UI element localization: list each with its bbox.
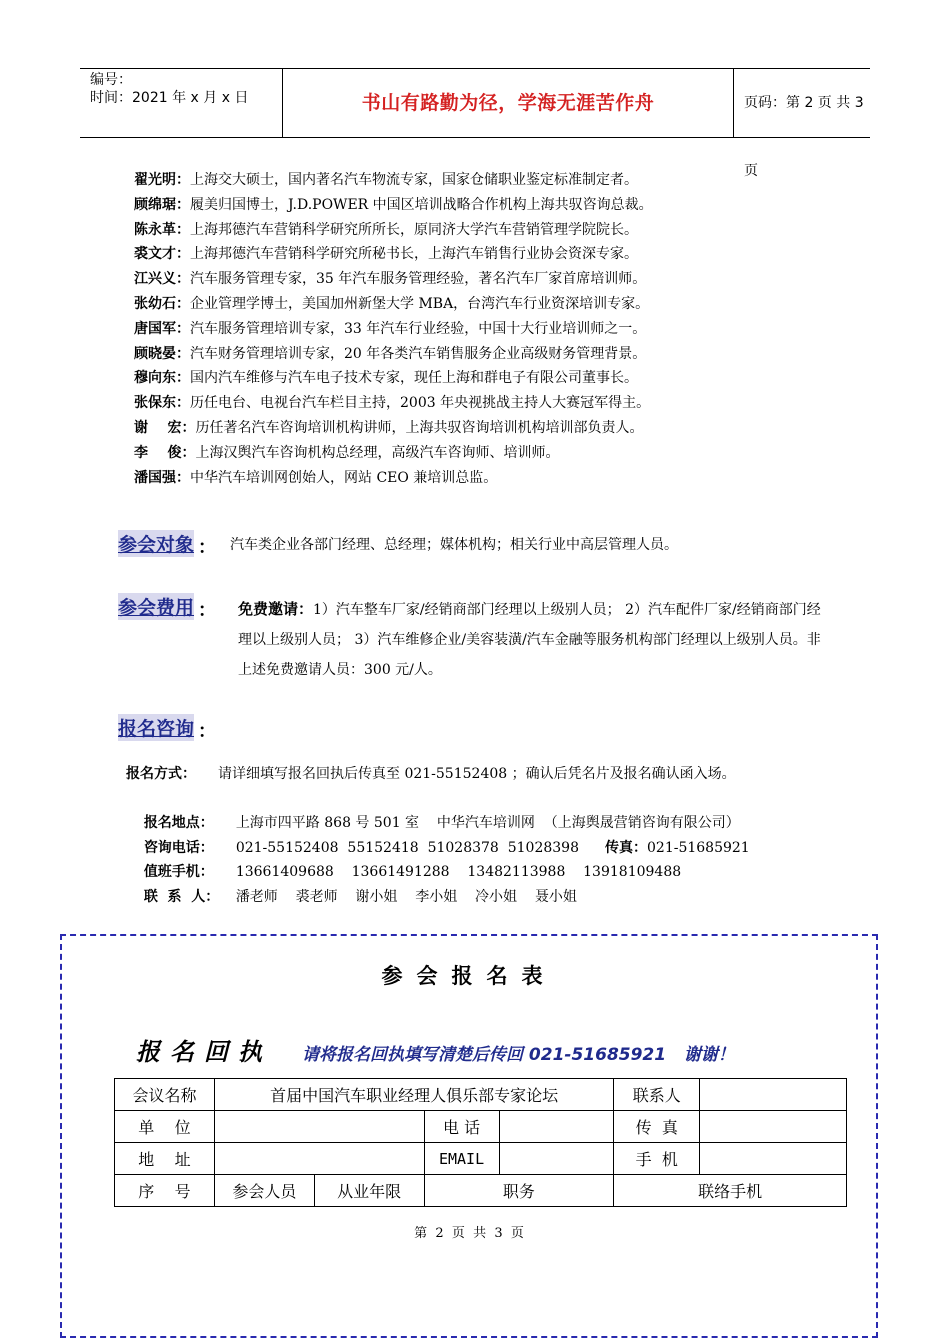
reg-place-label: 报名地点： xyxy=(143,815,214,832)
expert-row xyxy=(134,193,834,218)
registration-info xyxy=(126,762,826,905)
audience-title: 参会对象 xyxy=(118,530,194,557)
expert-row xyxy=(134,342,834,367)
unit-label: 单 位 xyxy=(115,1111,215,1143)
address-label: 地 址 xyxy=(115,1143,215,1175)
seq-header: 序 号 xyxy=(115,1175,215,1207)
page-header xyxy=(80,68,870,179)
reg-mobile-label: 值班手机： xyxy=(143,864,214,881)
expert-row xyxy=(134,441,834,466)
consult-colon: ： xyxy=(198,721,216,742)
meeting-name-label: 会议名称 xyxy=(115,1079,215,1111)
registration-form xyxy=(60,934,878,1338)
reg-phones: 021-55152408 55152418 51028378 51028398 xyxy=(235,839,579,856)
expert-name: 潘国强： xyxy=(134,469,190,486)
expert-desc: 汽车服务管理培训专家，33 年汽车行业经验，中国十大行业培训师之一。 xyxy=(190,320,647,337)
expert-row xyxy=(134,391,834,416)
expert-desc: 中华汽车培训网创始人，网站 CEO 兼培训总监。 xyxy=(190,469,498,486)
expert-name: 翟光明： xyxy=(134,172,190,188)
expert-name: 陈永革： xyxy=(134,221,190,238)
receipt-table xyxy=(114,1078,847,1207)
expert-name: 穆向东： xyxy=(134,370,190,387)
expert-desc: 国内汽车维修与汽车电子技术专家，现任上海和群电子有限公司董事长。 xyxy=(190,370,638,387)
expert-desc: 企业管理学博士，美国加州新堡大学 MBA，台湾汽车行业资深培训专家。 xyxy=(190,295,650,312)
table-row xyxy=(115,1111,847,1143)
mobile-field[interactable] xyxy=(700,1143,847,1175)
fee-colon: ： xyxy=(198,600,216,621)
reg-method-label: 报名方式： xyxy=(126,766,196,782)
fee-title: 参会费用 xyxy=(118,593,194,620)
expert-name: 张保东： xyxy=(134,395,190,412)
expert-row xyxy=(134,292,834,317)
reg-fax: 021-51685921 xyxy=(647,839,750,856)
consult-title: 报名咨询 xyxy=(118,714,194,741)
post-header: 职务 xyxy=(424,1175,614,1207)
header-meta xyxy=(80,69,283,137)
time-label: 时间：2021 年 x 月 x 日 xyxy=(90,90,249,106)
reg-contacts: 潘老师 裘老师 谢小姐 李小姐 冷小姐 聂小姐 xyxy=(235,888,577,905)
fax-field[interactable] xyxy=(700,1111,847,1143)
phone-label: 电 话 xyxy=(424,1111,499,1143)
fee-text: 1）汽车整车厂家/经销商部门经理以上级别人员； 2）汽车配件厂家/经销商部门经理以上级别人员； 3）汽车维修企业/美容装潢/汽车金融等服务机构部门经理以上级别人员。非上述免费邀请人员：300 元/人。 xyxy=(238,602,821,678)
reg-mobiles: 13661409688 13661491288 13482113988 13918109488 xyxy=(235,864,682,881)
email-label: EMAIL xyxy=(424,1143,499,1175)
reg-method: 请详细填写报名回执后传真至 021-55152408 ；确认后凭名片及报名确认函入场。 xyxy=(218,766,736,782)
receipt-line xyxy=(136,1032,735,1067)
email-field[interactable] xyxy=(499,1143,614,1175)
reg-phone-label: 咨询电话： xyxy=(143,839,214,856)
table-row xyxy=(115,1079,847,1111)
expert-name: 顾晓晏： xyxy=(134,345,190,362)
expert-row xyxy=(134,317,834,342)
fax-label: 传 真 xyxy=(614,1111,700,1143)
page-footer: 第 2 页 共 3 页 xyxy=(414,1226,524,1241)
phone-field[interactable] xyxy=(499,1111,614,1143)
expert-desc: 上海汉舆汽车咨询机构总经理，高级汽车咨询师、培训师。 xyxy=(195,444,560,461)
expert-row xyxy=(134,218,834,243)
expert-row xyxy=(134,366,834,391)
header-page-cell xyxy=(734,69,870,179)
expert-row xyxy=(134,267,834,292)
expert-desc: 履美归国博士，J.D.POWER 中国区培训战略合作机构上海共驭咨询总裁。 xyxy=(190,196,653,213)
expert-name: 张幼石： xyxy=(134,295,190,312)
header-motto-cell xyxy=(283,69,734,137)
expert-row xyxy=(134,466,834,491)
expert-name: 谢 宏： xyxy=(134,419,196,436)
form-title: 参会报名表 xyxy=(381,964,557,988)
table-row xyxy=(115,1175,847,1207)
unit-field[interactable] xyxy=(214,1111,424,1143)
page-info: 页码：第 2 页 共 3 页 xyxy=(744,95,864,179)
table-row xyxy=(115,1143,847,1175)
expert-list xyxy=(134,168,834,490)
expert-desc: 汽车服务管理专家，35 年汽车服务管理经验，著名汽车厂家首席培训师。 xyxy=(190,271,647,288)
expert-name: 顾绵琚： xyxy=(134,196,190,213)
expert-desc: 上海交大硕士，国内著名汽车物流专家，国家仓储职业鉴定标准制定者。 xyxy=(190,172,638,188)
expert-row xyxy=(134,416,834,441)
code-label: 编号： xyxy=(90,72,132,88)
mobile-label: 手 机 xyxy=(614,1143,700,1175)
expert-name: 李 俊： xyxy=(134,444,196,461)
fee-bold: 免费邀请： xyxy=(238,600,314,618)
years-header: 从业年限 xyxy=(314,1175,424,1207)
receipt-title: 报名回执 xyxy=(136,1038,272,1066)
address-field[interactable] xyxy=(214,1143,424,1175)
contact-mobile-header: 联络手机 xyxy=(614,1175,847,1207)
reg-place-row xyxy=(126,787,826,832)
meeting-name-value: 首届中国汽车职业经理人俱乐部专家论坛 xyxy=(214,1079,613,1111)
reg-method-row xyxy=(126,762,826,787)
contact-label: 联系人 xyxy=(614,1079,700,1111)
expert-name: 裘文才： xyxy=(134,246,190,263)
audience-text: 汽车类企业各部门经理、总经理；媒体机构；相关行业中高层管理人员。 xyxy=(230,537,678,553)
fee-text-block xyxy=(238,594,828,685)
expert-desc: 上海邦德汽车营销科学研究所所长，原同济大学汽车营销管理学院院长。 xyxy=(190,221,638,238)
reg-place: 上海市四平路 868 号 501 室 中华汽车培训网 （上海舆晟营销咨询有限公司） xyxy=(235,815,740,832)
reg-contact-label: 联 系 人： xyxy=(143,888,220,905)
expert-desc: 上海邦德汽车营销科学研究所秘书长，上海汽车销售行业协会资深专家。 xyxy=(190,246,638,263)
expert-name: 江兴义： xyxy=(134,271,190,288)
audience-colon: ： xyxy=(198,537,216,558)
expert-desc: 历任电台、电视台汽车栏目主持，2003 年央视挑战主持人大赛冠军得主。 xyxy=(190,395,651,412)
person-header: 参会人员 xyxy=(214,1175,314,1207)
receipt-note: 请将报名回执填写清楚后传回 021-51685921 谢谢！ xyxy=(302,1045,735,1065)
motto: 书山有路勤为径，学海无涯苦作舟 xyxy=(361,92,655,114)
reg-fax-label: 传真： xyxy=(605,839,647,856)
expert-row xyxy=(134,168,834,193)
expert-row xyxy=(134,242,834,267)
expert-desc: 历任著名汽车咨询培训机构讲师，上海共驭咨询培训机构培训部负责人。 xyxy=(195,419,644,436)
contact-field[interactable] xyxy=(700,1079,847,1111)
expert-name: 唐国军： xyxy=(134,320,190,337)
expert-desc: 汽车财务管理培训专家，20 年各类汽车销售服务企业高级财务管理背景。 xyxy=(190,345,647,362)
